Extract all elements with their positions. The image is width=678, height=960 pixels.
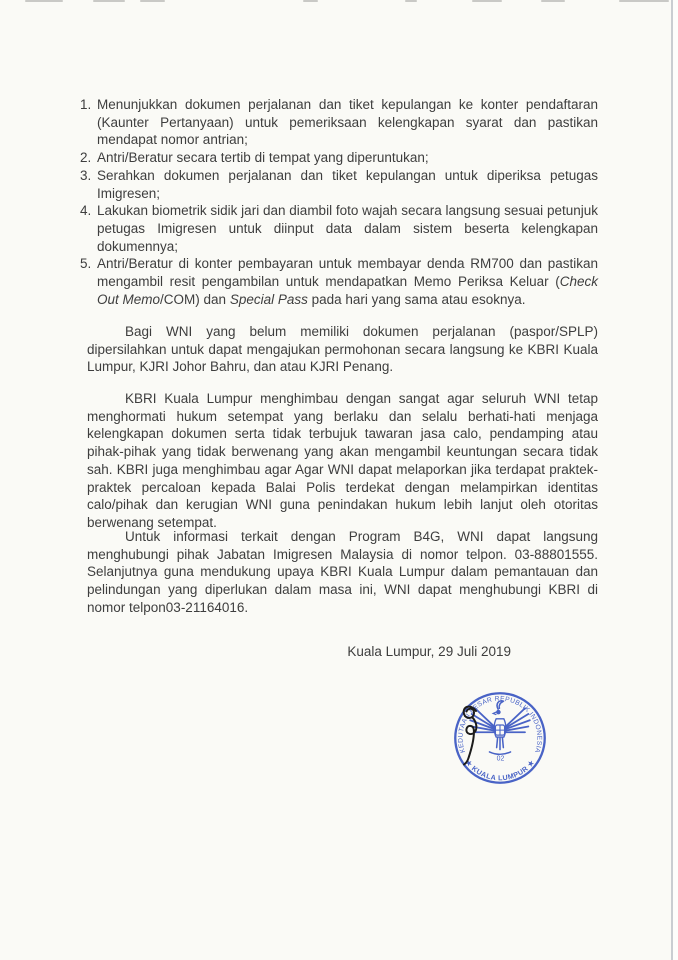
list-item	[80, 202, 598, 255]
scan-artifact	[472, 0, 502, 2]
text-segment: Check Out Memo	[97, 274, 598, 307]
list-item	[80, 96, 598, 149]
list-item-number: 1.	[80, 97, 92, 112]
list-item-text	[97, 167, 598, 202]
list-item-text	[97, 255, 598, 308]
list-item	[80, 167, 598, 202]
list-item-number: 4.	[80, 203, 92, 219]
text-segment: Antri/Beratur di konter pembayaran untuk membayar denda RM700 dan pastikan mengambil resit pengambilan untuk mendapatkan Memo Periksa Keluar (	[97, 256, 598, 290]
text-segment: pada hari yang sama atau esoknya.	[307, 291, 526, 307]
text-segment: Antri/Beratur secara tertib di tempat yang diperuntukan;	[97, 150, 429, 166]
paragraph: KBRI Kuala Lumpur menghimbau dengan sangat agar seluruh WNI tetap menghormati hukum setempat yang berlaku dan selalu berhati-hati menjaga kelengkapan dokumen serta tidak terbujuk tawaran jasa calo, pendamping atau pihak-pihak yang tidak berwenang yang akan mengambil keuntungan secara tidak sah. KBRI juga menghimbau agar Agar WNI dapat melaporkan jika terdapat praktek-praktek percaloan kepada Balai Polis terdekat dengan melampirkan identitas calo/pihak dan kerugian WNI guna penindakan hukum lebih lanjut oleh otoritas berwenang setempat.	[87, 391, 598, 530]
text-segment: Menunjukkan dokumen perjalanan dan tiket kepulangan ke konter pendaftaran (Kaunter Pertanyaan) untuk pemeriksaan kelengkapan syarat dan pastikan mendapat nomor antrian;	[97, 97, 598, 148]
text-segment: Serahkan dokumen perjalanan dan tiket kepulangan untuk diperiksa petugas Imigresen;	[97, 167, 598, 201]
list-item-number: 5.	[80, 256, 92, 272]
scan-artifact	[541, 0, 565, 2]
text-segment: Special Pass	[229, 291, 308, 307]
list-item-text	[97, 149, 598, 167]
stamp-number: 02	[496, 755, 505, 763]
scan-artifact	[619, 0, 669, 2]
text-segment: /COM) dan	[160, 291, 230, 307]
scan-artifact	[25, 0, 63, 2]
scan-edge-line	[671, 0, 673, 960]
list-item-number: 2.	[80, 150, 92, 166]
scan-artifact	[303, 0, 318, 2]
scan-artifact	[93, 0, 125, 2]
scan-artifact	[140, 0, 165, 2]
stamp-bottom-text: ★ KUALA LUMPUR ★	[463, 758, 537, 783]
list-item	[80, 149, 598, 167]
date-line: Kuala Lumpur, 29 Juli 2019	[347, 644, 511, 659]
list-item-number: 3.	[80, 167, 92, 183]
list-item	[80, 255, 598, 308]
scan-artifact	[405, 0, 417, 2]
paragraph: Bagi WNI yang belum memiliki dokumen perjalanan (paspor/SPLP) dipersilahkan untuk dapat mengajukan permohonan secara langsung ke KBRI Kuala Lumpur, KJRI Johor Bahru, dan atau KJRI Penang.	[87, 324, 598, 375]
list-item-text	[97, 96, 598, 149]
list-item-text	[97, 202, 598, 255]
paragraph: Untuk informasi terkait dengan Program B4G, WNI dapat langsung menghubungi pihak Jabatan Imigresen Malaysia di nomor telpon. 03-88801555. Selanjutnya guna mendukung upaya KBRI Kuala Lumpur dalam pemantauan dan pelindungan yang diperlukan dalam masa ini, WNI dapat menghubungi KBRI di nomor telpon03-21164016.	[87, 529, 598, 615]
signature	[452, 701, 496, 771]
scan-edge-strip	[673, 0, 678, 960]
instruction-list	[80, 96, 598, 308]
text-segment: Lakukan biometrik sidik jari dan diambil foto wajah secara langsung sesuai petunjuk petugas Imigresen untuk diinput data dalam sistem beserta kelengkapan dokumennya;	[97, 203, 598, 254]
stamp-top-text: KEDUTAAN BESAR REPUBLIK INDONESIA	[457, 695, 543, 754]
